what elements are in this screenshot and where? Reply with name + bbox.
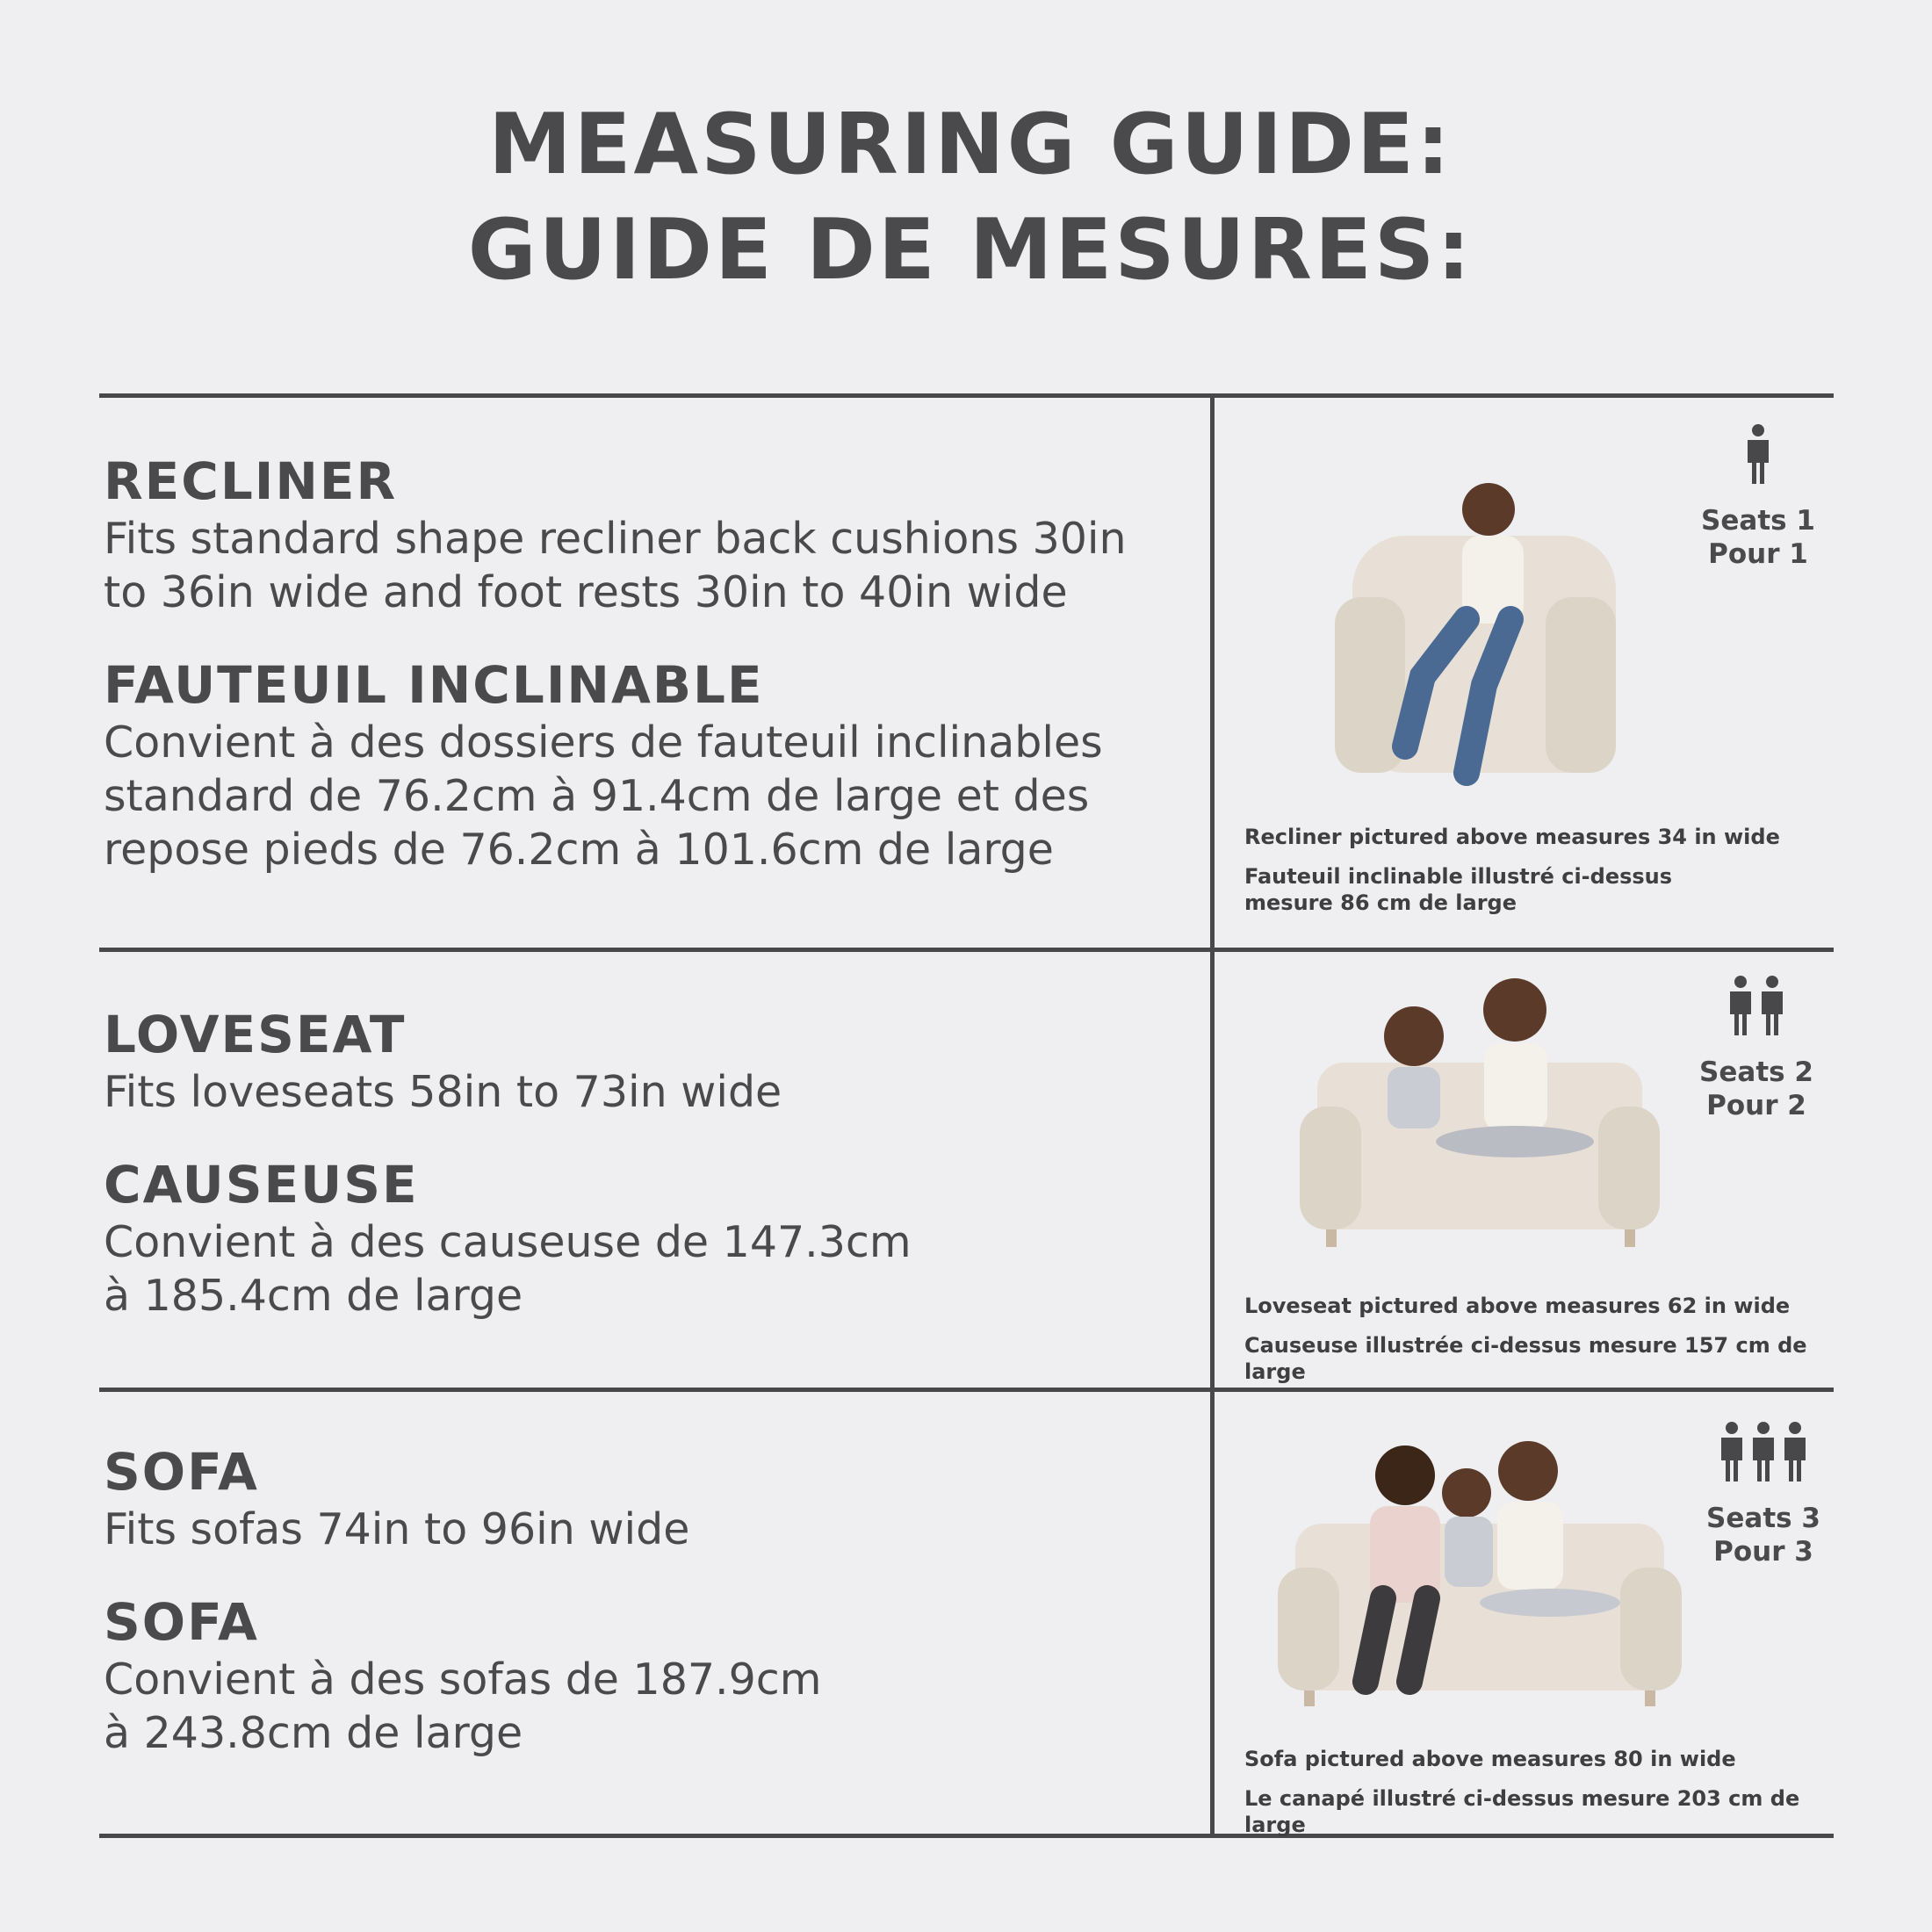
person-head — [1462, 483, 1515, 536]
loveseat-arm-right — [1598, 1107, 1660, 1229]
sofa-leg — [1304, 1690, 1315, 1706]
child-shirt — [1445, 1517, 1493, 1587]
loveseat-desc-en: Fits loveseats 58in to 73in wide — [104, 1067, 782, 1117]
person-icon — [1750, 1421, 1777, 1482]
sofa-description — [104, 1441, 1201, 1795]
recliner-seats — [1688, 423, 1828, 571]
seats-label-fr: Pour 2 — [1706, 1090, 1806, 1121]
caption-en: Sofa pictured above measures 80 in wide — [1244, 1747, 1736, 1771]
loveseat-description — [104, 1004, 1201, 1358]
caption-en: Loveseat pictured above measures 62 in wide — [1244, 1294, 1791, 1318]
loveseat-heading: LOVESEAT — [104, 1005, 407, 1064]
seat-icons — [1688, 423, 1828, 485]
sofa-heading-fr: SOFA — [104, 1592, 259, 1652]
seats-label-en: Seats 1 — [1701, 505, 1815, 537]
seats-label-fr: Pour 3 — [1713, 1536, 1813, 1568]
loveseat-photo — [1300, 966, 1660, 1256]
seat-icons — [1686, 975, 1827, 1036]
sofa-photo — [1278, 1436, 1682, 1717]
caption-fr: Causeuse illustrée ci-dessus mesure 157 cm de large — [1244, 1333, 1807, 1384]
person-icon — [1759, 975, 1785, 1036]
loveseat-caption — [1244, 1293, 1842, 1385]
recliner-description — [104, 451, 1201, 912]
person-icon — [1745, 423, 1771, 485]
adult-shirt — [1484, 1043, 1547, 1131]
loveseat-arm-left — [1300, 1107, 1361, 1229]
woman-legs — [1480, 1589, 1620, 1617]
table-top-divider — [99, 393, 1834, 398]
loveseat-seats — [1686, 975, 1827, 1122]
seats-label-fr: Pour 1 — [1708, 538, 1808, 570]
caption-fr: Le canapé illustré ci-dessus mesure 203 cm de large — [1244, 1786, 1800, 1837]
woman-head — [1498, 1441, 1558, 1501]
seat-icons — [1693, 1421, 1834, 1482]
sofa-caption — [1244, 1746, 1842, 1838]
recliner-heading: RECLINER — [104, 451, 398, 511]
sofa-seats — [1693, 1421, 1834, 1568]
child-shirt — [1388, 1067, 1440, 1128]
recliner-heading-fr: FAUTEUIL INCLINABLE — [104, 655, 764, 715]
title-french: GUIDE DE MESURES: — [467, 202, 1474, 299]
child-head — [1442, 1468, 1491, 1517]
recliner-arm-right — [1546, 597, 1616, 773]
recliner-desc-en: Fits standard shape recliner back cushions 30in to 36in wide and foot rests 30in to 40in wide — [104, 514, 1127, 617]
child-head — [1384, 1006, 1444, 1066]
recliner-photo — [1335, 457, 1642, 799]
person-icon — [1727, 975, 1754, 1036]
loveseat-leg — [1326, 1229, 1337, 1247]
adult-head — [1483, 978, 1546, 1042]
row-divider-2 — [99, 1388, 1834, 1392]
person-icon — [1782, 1421, 1808, 1482]
seats-label-en: Seats 3 — [1706, 1503, 1820, 1534]
woman-shirt — [1497, 1502, 1563, 1590]
person-icon — [1719, 1421, 1745, 1482]
row-divider-1 — [99, 948, 1834, 952]
recliner-caption — [1244, 824, 1842, 916]
adult-legs — [1436, 1126, 1594, 1157]
loveseat-heading-fr: CAUSEUSE — [104, 1155, 419, 1215]
column-divider — [1210, 393, 1215, 1838]
seats-label-en: Seats 2 — [1699, 1056, 1813, 1088]
sofa-arm-right — [1620, 1568, 1682, 1690]
loveseat-leg — [1625, 1229, 1635, 1247]
caption-fr: Fauteuil inclinable illustré ci-dessus mesure 86 cm de large — [1244, 864, 1673, 915]
page-title — [0, 92, 1932, 303]
sofa-arm-left — [1278, 1568, 1339, 1690]
sofa-leg — [1645, 1690, 1655, 1706]
man-head — [1375, 1445, 1435, 1505]
sofa-desc-fr: Convient à des sofas de 187.9cm à 243.8cm de large — [104, 1654, 822, 1758]
title-english: MEASURING GUIDE: — [488, 97, 1453, 193]
recliner-desc-fr: Convient à des dossiers de fauteuil inclinables standard de 76.2cm à 91.4cm de large et des repose pieds de 76.2cm à 101.6cm de large — [104, 717, 1103, 875]
sofa-desc-en: Fits sofas 74in to 96in wide — [104, 1504, 690, 1554]
caption-en: Recliner pictured above measures 34 in wide — [1244, 825, 1780, 849]
loveseat-desc-fr: Convient à des causeuse de 147.3cm à 185.4cm de large — [104, 1217, 912, 1321]
sofa-heading: SOFA — [104, 1442, 259, 1502]
